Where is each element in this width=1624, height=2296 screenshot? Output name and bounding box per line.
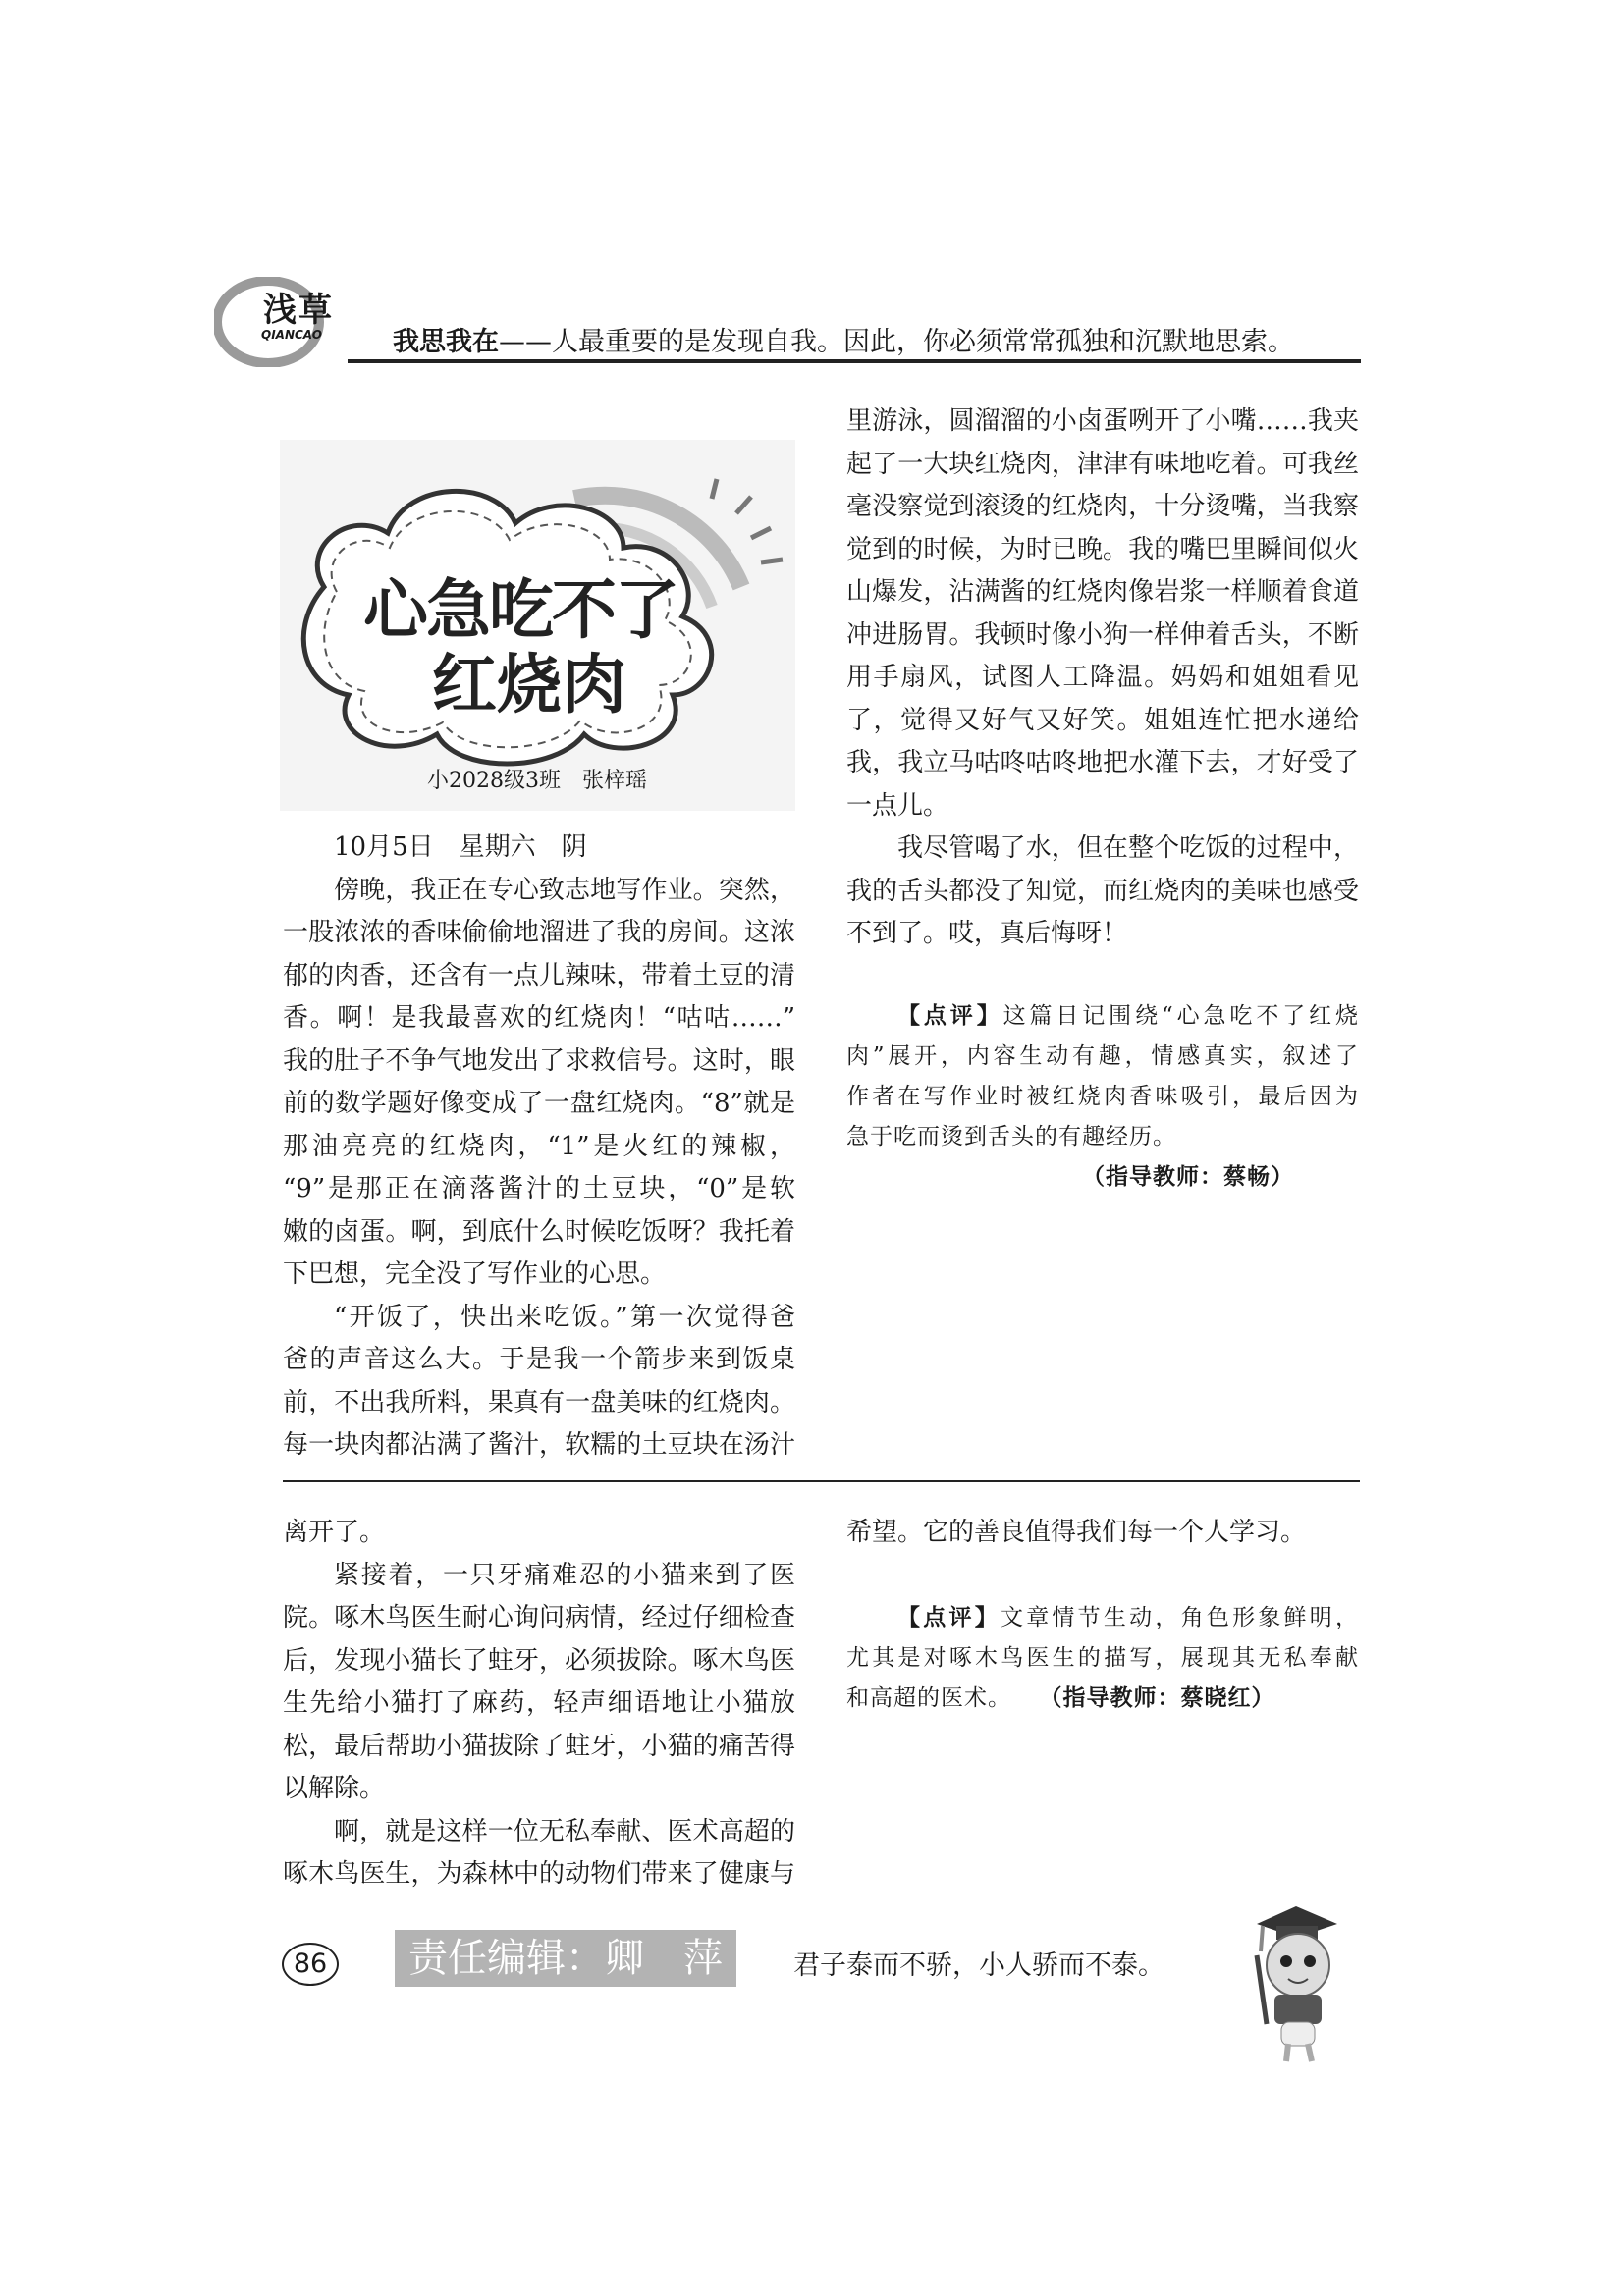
section-name: 我思我在 [393, 327, 499, 357]
editor-box: 责任编辑：卿 萍 [395, 1930, 736, 1987]
text-line: 后，发现小猫长了蛀牙，必须拔除。啄木鸟医 [283, 1645, 795, 1676]
text-line: 一点儿。 [846, 790, 949, 821]
text-line: 我，我立马咕咚咕咚地把水灌下去，才好受了 [846, 748, 1359, 777]
text-line: 希望。它的善良值得我们每一个人学习。 [846, 1518, 1307, 1547]
text-line: 啄木鸟医生，为森林中的动物们带来了健康与 [283, 1859, 795, 1889]
section-divider [283, 1480, 1360, 1482]
article1-left-column [283, 827, 795, 1468]
comment-tag: 【点评】 [897, 1605, 1001, 1630]
text-line: 用手扇风，试图人工降温。妈妈和姐姐看见 [846, 663, 1359, 692]
article2-comment [846, 1598, 1359, 1719]
text-line: 生先给小猫打了麻药，轻声细语地让小猫放 [283, 1688, 795, 1718]
text-line: 每一块肉都沾满了酱汁，软糯的土豆块在汤汁 [283, 1430, 795, 1460]
text-line: 以解除。 [283, 1774, 386, 1803]
section-quote: ——人最重要的是发现自我。因此，你必须常常孤独和沉默地思索。 [499, 327, 1294, 357]
logo-chinese: 浅草 [263, 291, 334, 330]
title-line-2: 红烧肉 [432, 647, 626, 722]
magazine-logo [214, 277, 361, 367]
comment-line: 作者在写作业时被红烧肉香味吸引，最后因为 [846, 1084, 1359, 1109]
title-illustration [280, 440, 795, 811]
text-line: 10月5日 星期六 阴 [334, 832, 587, 862]
article1-comment [846, 996, 1359, 1198]
text-line: 郁的肉香，还含有一点儿辣味，带着土豆的清 [283, 960, 795, 990]
comment-line: 【点评】这篇日记围绕“心急吃不了红烧 [897, 1003, 1360, 1029]
text-line: 我的肚子不争气地发出了求救信号。这时，眼 [283, 1045, 795, 1076]
text-line: 毫没察觉到滚烫的红烧肉，十分烫嘴，当我察 [846, 492, 1359, 521]
text-line: 嫩的卤蛋。啊，到底什么时候吃饭呀？我托着 [283, 1216, 795, 1247]
text-line: 紧接着，一只牙痛难忍的小猫来到了医 [334, 1560, 795, 1590]
text-line: 松，最后帮助小猫拔除了蛀牙，小猫的痛苦得 [283, 1731, 795, 1761]
comment-tag: 【点评】 [897, 1003, 1003, 1029]
byline: 小2028级3班 张梓瑶 [427, 769, 647, 793]
article2-left-column [283, 1512, 795, 1896]
text-line: 院。啄木鸟医生耐心询问病情，经过仔细检查 [283, 1603, 795, 1632]
text-line: 山爆发，沾满酱的红烧肉像岩浆一样顺着食道 [846, 577, 1359, 607]
comment-line: 【点评】文章情节生动，角色形象鲜明， [897, 1605, 1360, 1630]
article2-right-column [846, 1512, 1359, 1555]
text-line: 了，觉得又好气又好笑。姐姐连忙把水递给 [846, 705, 1359, 735]
text-line: 我的舌头都没了知觉，而红烧肉的美味也感受 [846, 876, 1359, 906]
teacher-credit: （指导教师：蔡畅） [1082, 1164, 1294, 1190]
title-line-1: 心急吃不了 [363, 572, 677, 648]
footer-motto: 君子泰而不骄，小人骄而不泰。 [793, 1950, 1164, 1981]
comment-line: 急于吃而烫到舌头的有趣经历。 [846, 1124, 1176, 1149]
text-line: 那油亮亮的红烧肉，“1”是火红的辣椒， [283, 1131, 795, 1161]
article1-right-column [846, 400, 1359, 956]
text-line: 离开了。 [283, 1518, 386, 1547]
mascot-scholar-icon [1227, 1896, 1365, 2063]
text-line: 冲进肠胃。我顿时像小狗一样伸着舌头，不断 [846, 619, 1359, 650]
text-line: 下巴想，完全没了写作业的心思。 [283, 1259, 667, 1289]
teacher-credit: （指导教师：蔡晓红） [1051, 1685, 1275, 1711]
comment-line: 和高超的医术。 （指导教师：蔡晓红） [846, 1685, 1275, 1711]
comment-line: 肉”展开，内容生动有趣，情感真实，叙述了 [846, 1043, 1359, 1069]
text-line: 不到了。哎，真后悔呀！ [846, 919, 1128, 948]
header-rule [348, 359, 1361, 363]
text-line: 觉到的时候，为时已晚。我的嘴巴里瞬间似火 [846, 534, 1359, 564]
logo-english: QIANCAO [261, 328, 322, 342]
text-line: 爸的声音这么大。于是我一个箭步来到饭桌 [283, 1345, 795, 1374]
comment-line: 尤其是对啄木鸟医生的描写，展现其无私奉献 [846, 1645, 1359, 1671]
text-line: “9”是那正在滴落酱汁的土豆块，“0”是软 [283, 1174, 795, 1203]
text-line: 起了一大块红烧肉，津津有味地吃着。可我丝 [846, 449, 1359, 479]
text-line: 前的数学题好像变成了一盘红烧肉。“8”就是 [283, 1089, 795, 1118]
text-line: 傍晚，我正在专心致志地写作业。突然， [334, 875, 795, 905]
text-line: “开饭了，快出来吃饭。”第一次觉得爸 [334, 1302, 795, 1332]
header-quote [393, 320, 1294, 358]
text-line: 啊，就是这样一位无私奉献、医术高超的 [334, 1816, 795, 1846]
text-line: 里游泳，圆溜溜的小卤蛋咧开了小嘴……我夹 [846, 406, 1359, 436]
page-number: 86 [282, 1943, 339, 1986]
text-line: 香。啊！是我最喜欢的红烧肉！“咕咕……” [283, 1003, 795, 1033]
text-line: 我尽管喝了水，但在整个吃饭的过程中， [897, 833, 1359, 863]
text-line: 前，不出我所料，果真有一盘美味的红烧肉。 [283, 1387, 795, 1417]
text-line: 一股浓浓的香味偷偷地溜进了我的房间。这浓 [283, 918, 795, 947]
